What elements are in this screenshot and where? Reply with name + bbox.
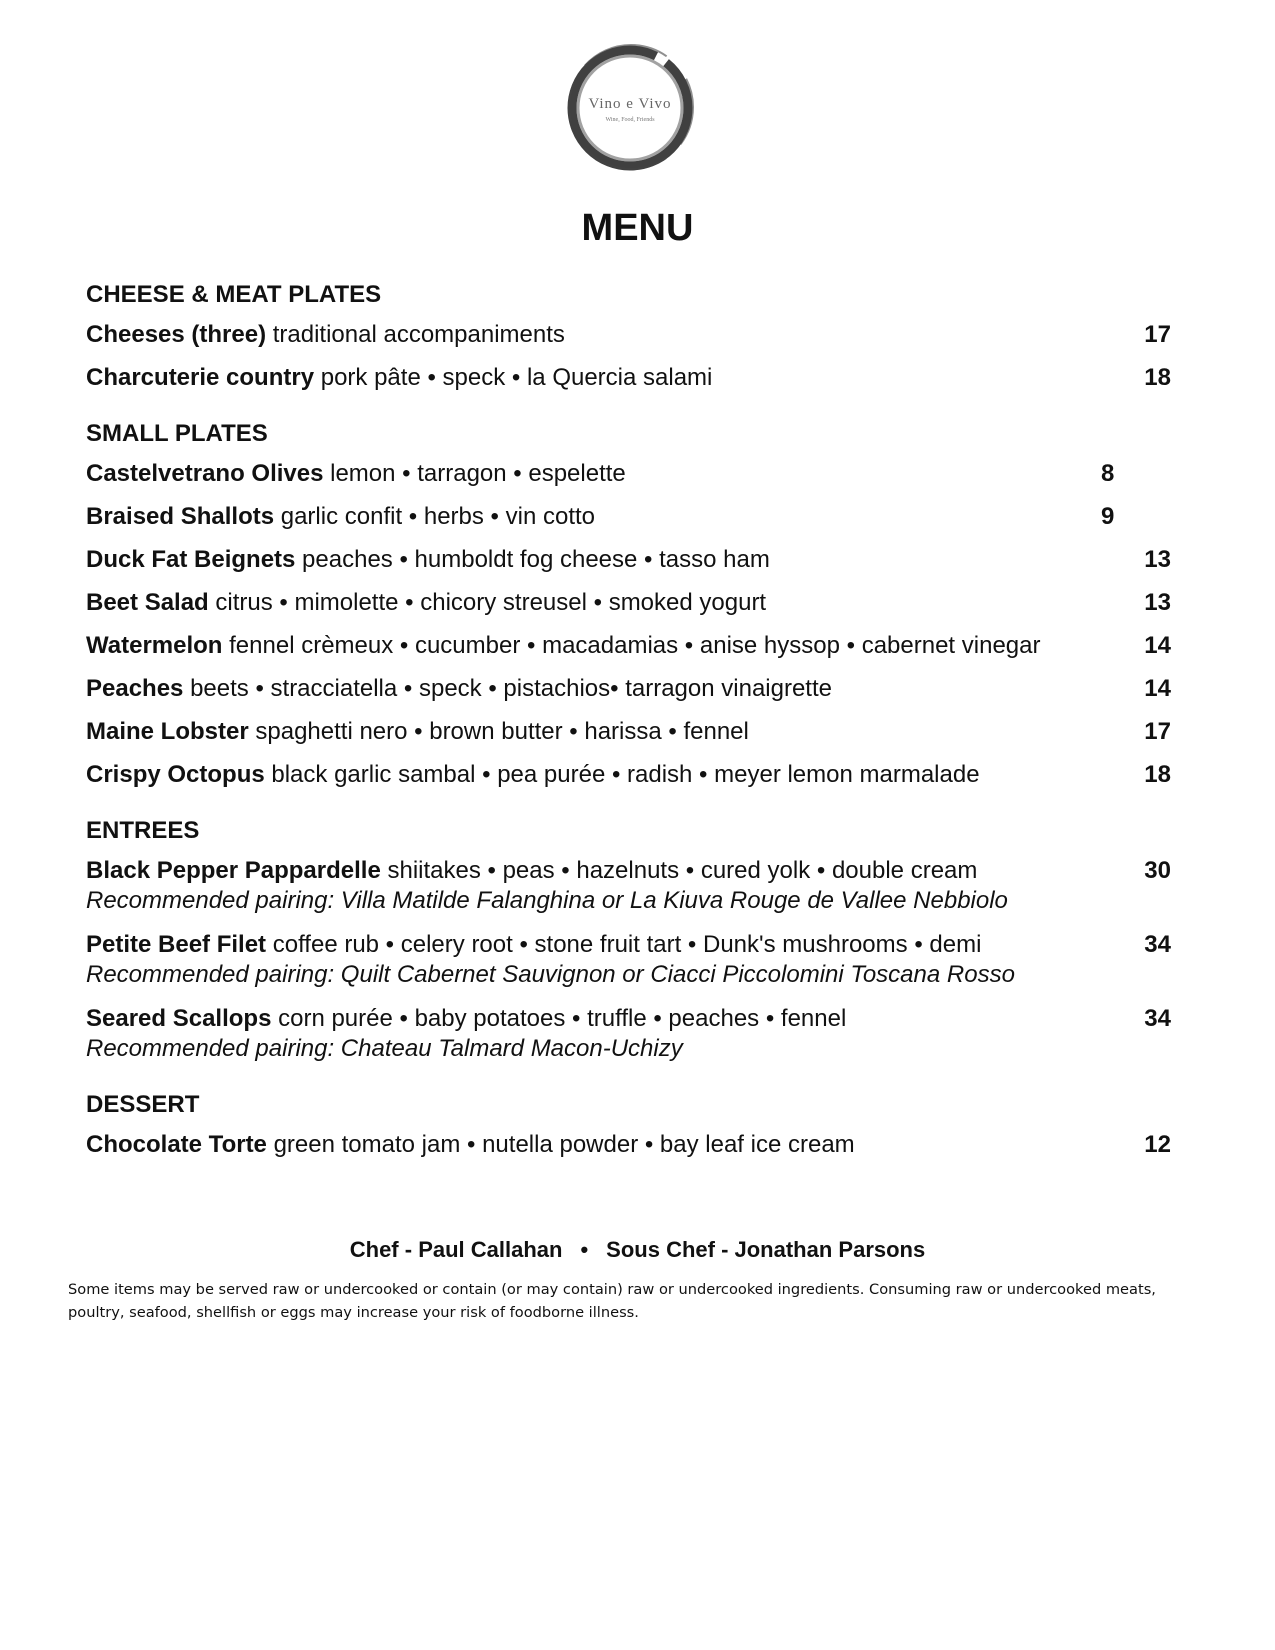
- menu-item: [86, 363, 1171, 393]
- section-title: SMALL PLATES: [86, 420, 268, 447]
- menu-item-name: Beet Salad: [86, 589, 209, 616]
- brush-circle-logo: [560, 38, 700, 178]
- menu-item-description: pork pâte • speck • la Quercia salami: [314, 364, 713, 391]
- menu-item-price: 34: [1144, 1005, 1171, 1032]
- menu-item-description: shiitakes • peas • hazelnuts • cured yolk • double cream: [380, 857, 978, 884]
- menu-item: [86, 930, 1171, 990]
- menu-section: [86, 1090, 1171, 1160]
- menu-item: [86, 588, 1171, 618]
- menu-item-price: 12: [1144, 1131, 1171, 1158]
- menu-item-description: traditional accompaniments: [266, 321, 565, 348]
- menu-item: [86, 674, 1171, 704]
- menu-item-name: Braised Shallots: [86, 503, 275, 530]
- menu-item-price: 17: [1144, 321, 1171, 348]
- menu-item-price: 30: [1144, 857, 1171, 884]
- page-title: MENU: [581, 207, 694, 249]
- menu-item-name: Chocolate Torte: [86, 1131, 267, 1158]
- section-title: CHEESE & MEAT PLATES: [86, 281, 382, 308]
- menu-item-name: Castelvetrano Olives: [86, 460, 324, 487]
- menu-item-name: Charcuterie country: [86, 364, 315, 391]
- menu-section: [86, 419, 1171, 790]
- menu-item-price: 13: [1144, 589, 1171, 616]
- menu-list: [86, 280, 1171, 1186]
- menu-section: [86, 280, 1171, 393]
- menu-item-description: black garlic sambal • pea purée • radish • meyer lemon marmalade: [264, 761, 980, 788]
- menu-item-price: 18: [1144, 364, 1171, 391]
- menu-item-description: lemon • tarragon • espelette: [323, 460, 626, 487]
- health-notice: Some items may be served raw or undercooked or contain (or may contain) raw or undercooked ingredients. Consuming raw or undercooked meats, poultry, seafood, shellfish or eggs may increase your risk of foodborne illness.: [68, 1281, 1156, 1321]
- menu-item-price: 13: [1144, 546, 1171, 573]
- menu-item-name: Peaches: [86, 675, 184, 702]
- menu-item-description: garlic confit • herbs • vin cotto: [274, 503, 596, 530]
- menu-item-description: green tomato jam • nutella powder • bay leaf ice cream: [266, 1131, 855, 1158]
- menu-item: [86, 459, 1171, 489]
- menu-item-name: Watermelon: [86, 632, 223, 659]
- wine-pairing: Recommended pairing: Villa Matilde Falanghina or La Kiuva Rouge de Vallee Nebbiolo: [86, 887, 1008, 914]
- menu-item-name: Duck Fat Beignets: [86, 546, 296, 573]
- menu-item-description: coffee rub • celery root • stone fruit tart • Dunk's mushrooms • demi: [266, 931, 982, 958]
- menu-item: [86, 545, 1171, 575]
- menu-item-price: 14: [1144, 632, 1171, 659]
- menu-section: [86, 816, 1171, 1064]
- menu-item-price: 17: [1144, 718, 1171, 745]
- menu-item-description: beets • stracciatella • speck • pistachios• tarragon vinaigrette: [183, 675, 832, 702]
- section-title: DESSERT: [86, 1091, 200, 1118]
- menu-item-name: Seared Scallops: [86, 1005, 272, 1032]
- menu-item: [86, 631, 1171, 661]
- menu-item: [86, 502, 1171, 532]
- menu-item-name: Maine Lobster: [86, 718, 249, 745]
- menu-item-name: Black Pepper Pappardelle: [86, 857, 381, 884]
- menu-item: [86, 760, 1171, 790]
- menu-item-description: spaghetti nero • brown butter • harissa • fennel: [248, 718, 749, 745]
- logo-brand-text: Vino e Vivo: [588, 96, 672, 112]
- menu-item-name: Crispy Octopus: [86, 761, 265, 788]
- menu-item-price: 18: [1144, 761, 1171, 788]
- menu-item: [86, 856, 1171, 916]
- menu-item: [86, 1130, 1171, 1160]
- menu-item-description: fennel crèmeux • cucumber • macadamias • anise hyssop • cabernet vinegar: [222, 632, 1041, 659]
- wine-pairing: Recommended pairing: Chateau Talmard Macon-Uchizy: [86, 1035, 683, 1062]
- sous-chef-name: Sous Chef - Jonathan Parsons: [606, 1237, 926, 1262]
- chef-separator: •: [580, 1237, 589, 1262]
- menu-item-name: Cheeses (three): [86, 321, 267, 348]
- menu-item: [86, 1004, 1171, 1064]
- menu-item-description: peaches • humboldt fog cheese • tasso ham: [295, 546, 770, 573]
- menu-item-price: 9: [1101, 503, 1115, 530]
- menu-item-name: Petite Beef Filet: [86, 931, 267, 958]
- logo-tagline-text: Wine, Food, Friends: [605, 117, 655, 123]
- menu-item-description: corn purée • baby potatoes • truffle • peaches • fennel: [271, 1005, 847, 1032]
- chef-name: Chef - Paul Callahan: [349, 1237, 563, 1262]
- menu-item: [86, 320, 1171, 350]
- logo: [560, 38, 700, 178]
- menu-item-price: 34: [1144, 931, 1171, 958]
- menu-item: [86, 717, 1171, 747]
- menu-item-description: citrus • mimolette • chicory streusel • smoked yogurt: [208, 589, 767, 616]
- menu-item-price: 14: [1144, 675, 1171, 702]
- menu-item-price: 8: [1101, 460, 1115, 487]
- section-title: ENTREES: [86, 817, 200, 844]
- wine-pairing: Recommended pairing: Quilt Cabernet Sauvignon or Ciacci Piccolomini Toscana Rosso: [86, 961, 1015, 988]
- chef-credits: [0, 1236, 1275, 1264]
